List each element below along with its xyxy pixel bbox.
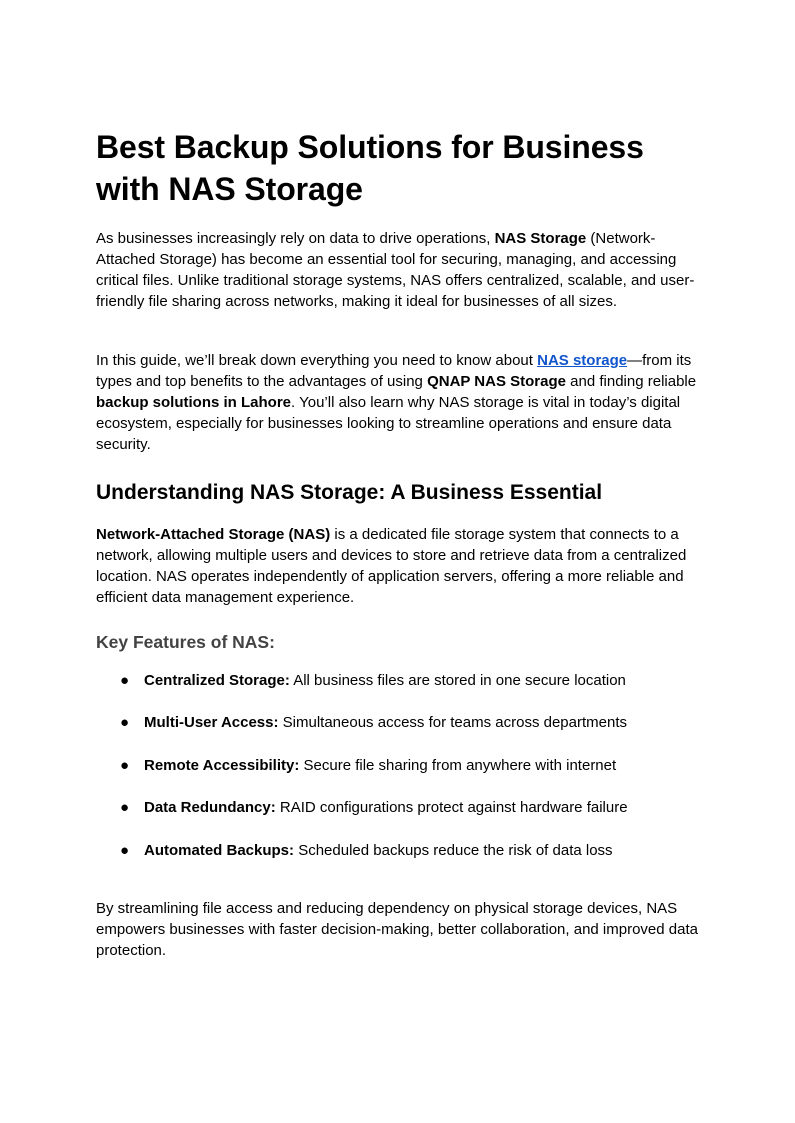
closing-paragraph: By streamlining file access and reducing dependency on physical storage devices, NAS empowers businesses with faster decision-making, better collaboration, and improved data protection. xyxy=(96,900,698,959)
bullet-icon: ● xyxy=(120,672,130,689)
intro-bold: NAS Storage xyxy=(494,230,587,247)
bullet-icon: ● xyxy=(120,714,130,732)
guide-paragraph xyxy=(96,350,702,455)
page-title: Best Backup Solutions for Business with NAS Storage xyxy=(96,129,644,207)
bullet-icon: ● xyxy=(120,756,130,774)
guide-text-2: —from its types and top benefits to the advantages of using xyxy=(96,352,692,390)
nas-definition-paragraph xyxy=(96,524,702,608)
bullet-icon: ● xyxy=(120,841,130,859)
guide-text: In this guide, we’ll break down everything you need to know about xyxy=(96,352,538,369)
feature-text: Secure file sharing from anywhere with internet xyxy=(299,756,617,774)
bullet-icon: ● xyxy=(120,799,130,817)
nas-definition-bold: Network-Attached Storage (NAS) xyxy=(96,526,331,543)
feature-text: RAID configurations protect against hardware failure xyxy=(275,799,628,817)
feature-label: Centralized Storage: xyxy=(144,672,290,689)
list-item xyxy=(96,840,702,882)
list-item xyxy=(96,797,702,839)
feature-label: Data Redundancy: xyxy=(144,799,276,817)
nas-storage-link[interactable]: NAS storage xyxy=(537,352,628,369)
intro-text-2: (Network-Attached Storage) has become an essential tool for securing, managing, and accessing critical files. Unlike traditional storage systems, NAS offers centralized, scalable, and user-friendly file sharing across networks, making it ideal for businesses of all sizes. xyxy=(96,230,695,310)
list-item xyxy=(96,712,702,754)
features-heading: Key Features of NAS: xyxy=(96,632,275,652)
section-heading: Understanding NAS Storage: A Business Essential xyxy=(96,481,603,504)
feature-text: All business files are stored in one secure location xyxy=(289,672,626,689)
feature-label: Multi-User Access: xyxy=(144,714,279,732)
intro-paragraph xyxy=(96,228,702,312)
feature-text: Scheduled backups reduce the risk of data loss xyxy=(294,841,613,859)
feature-label: Remote Accessibility: xyxy=(144,756,300,774)
guide-bold-backup: backup solutions in Lahore xyxy=(96,394,292,411)
guide-bold-qnap: QNAP NAS Storage xyxy=(427,373,566,390)
guide-text-3: and finding reliable xyxy=(566,373,697,390)
intro-text: As businesses increasingly rely on data to drive operations, xyxy=(96,230,495,247)
list-item xyxy=(96,755,702,797)
feature-text: Simultaneous access for teams across departments xyxy=(278,714,627,732)
features-list xyxy=(96,670,702,882)
nas-definition-text: is a dedicated file storage system that connects to a network, allowing multiple users and devices to store and retrieve data from a centralized location. NAS operates independently of application servers, offering a more reliable and efficient data management experience. xyxy=(96,526,687,606)
list-item xyxy=(96,670,702,712)
guide-text-4: . You’ll also learn why NAS storage is vital in today’s digital ecosystem, especially for businesses looking to streamline operations and ensure data security. xyxy=(96,394,681,453)
feature-label: Automated Backups: xyxy=(144,841,295,859)
